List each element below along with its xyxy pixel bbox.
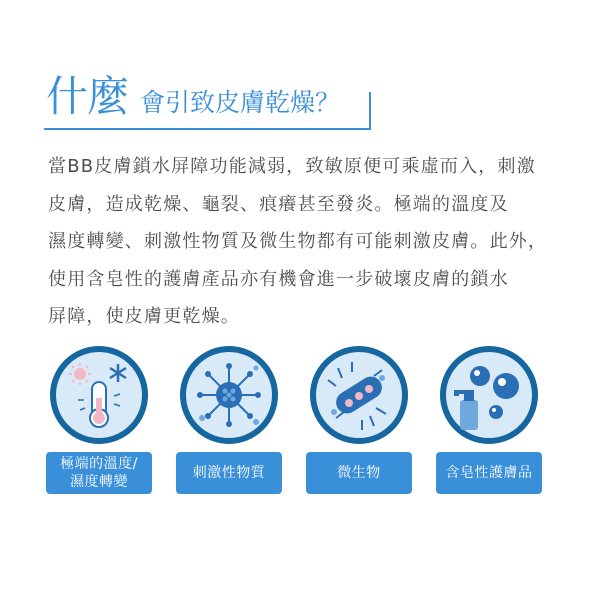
- irritant-particle-icon: [180, 346, 278, 444]
- factor-label-line: 微生物: [337, 465, 381, 481]
- factor-label-irritant: [176, 452, 282, 494]
- title-big-text: 什麼: [46, 72, 129, 121]
- body-line: 屏障，使皮膚更乾燥。: [48, 306, 240, 327]
- body-line: 當BB皮膚鎖水屏障功能減弱，致敏原便可乘虛而入，刺激: [48, 156, 536, 177]
- factor-label-line: 刺激性物質: [192, 465, 266, 481]
- factor-label-soap: [436, 452, 542, 494]
- thermometer-snow-sun-icon: [50, 346, 148, 444]
- title-underline: [44, 128, 370, 130]
- title-bracket: [369, 92, 371, 130]
- body-line: 濕度轉變、刺激性物質及微生物都有可能刺激皮膚。此外，: [48, 231, 548, 252]
- factor-label-line: 濕度轉變: [70, 474, 128, 490]
- factor-label-line: 極端的溫度/: [60, 456, 138, 472]
- page-title: [44, 72, 380, 132]
- body-line: 使用含皂性的護膚產品亦有機會進一步破壞皮膚的鎖水: [48, 268, 509, 290]
- soap-bubbles-bottle-icon: [440, 346, 538, 444]
- factor-label-microbe: [306, 452, 412, 494]
- factor-label-temperature: [46, 452, 152, 494]
- factor-label-line: 含皂性護膚品: [445, 465, 533, 481]
- microbe-bacteria-icon: [310, 346, 408, 444]
- body-paragraph: [48, 148, 558, 336]
- body-line: 皮膚，造成乾燥、龜裂、痕癢甚至發炎。極端的溫度及: [48, 193, 509, 215]
- title-small-text: 會引致皮膚乾燥？: [140, 88, 341, 117]
